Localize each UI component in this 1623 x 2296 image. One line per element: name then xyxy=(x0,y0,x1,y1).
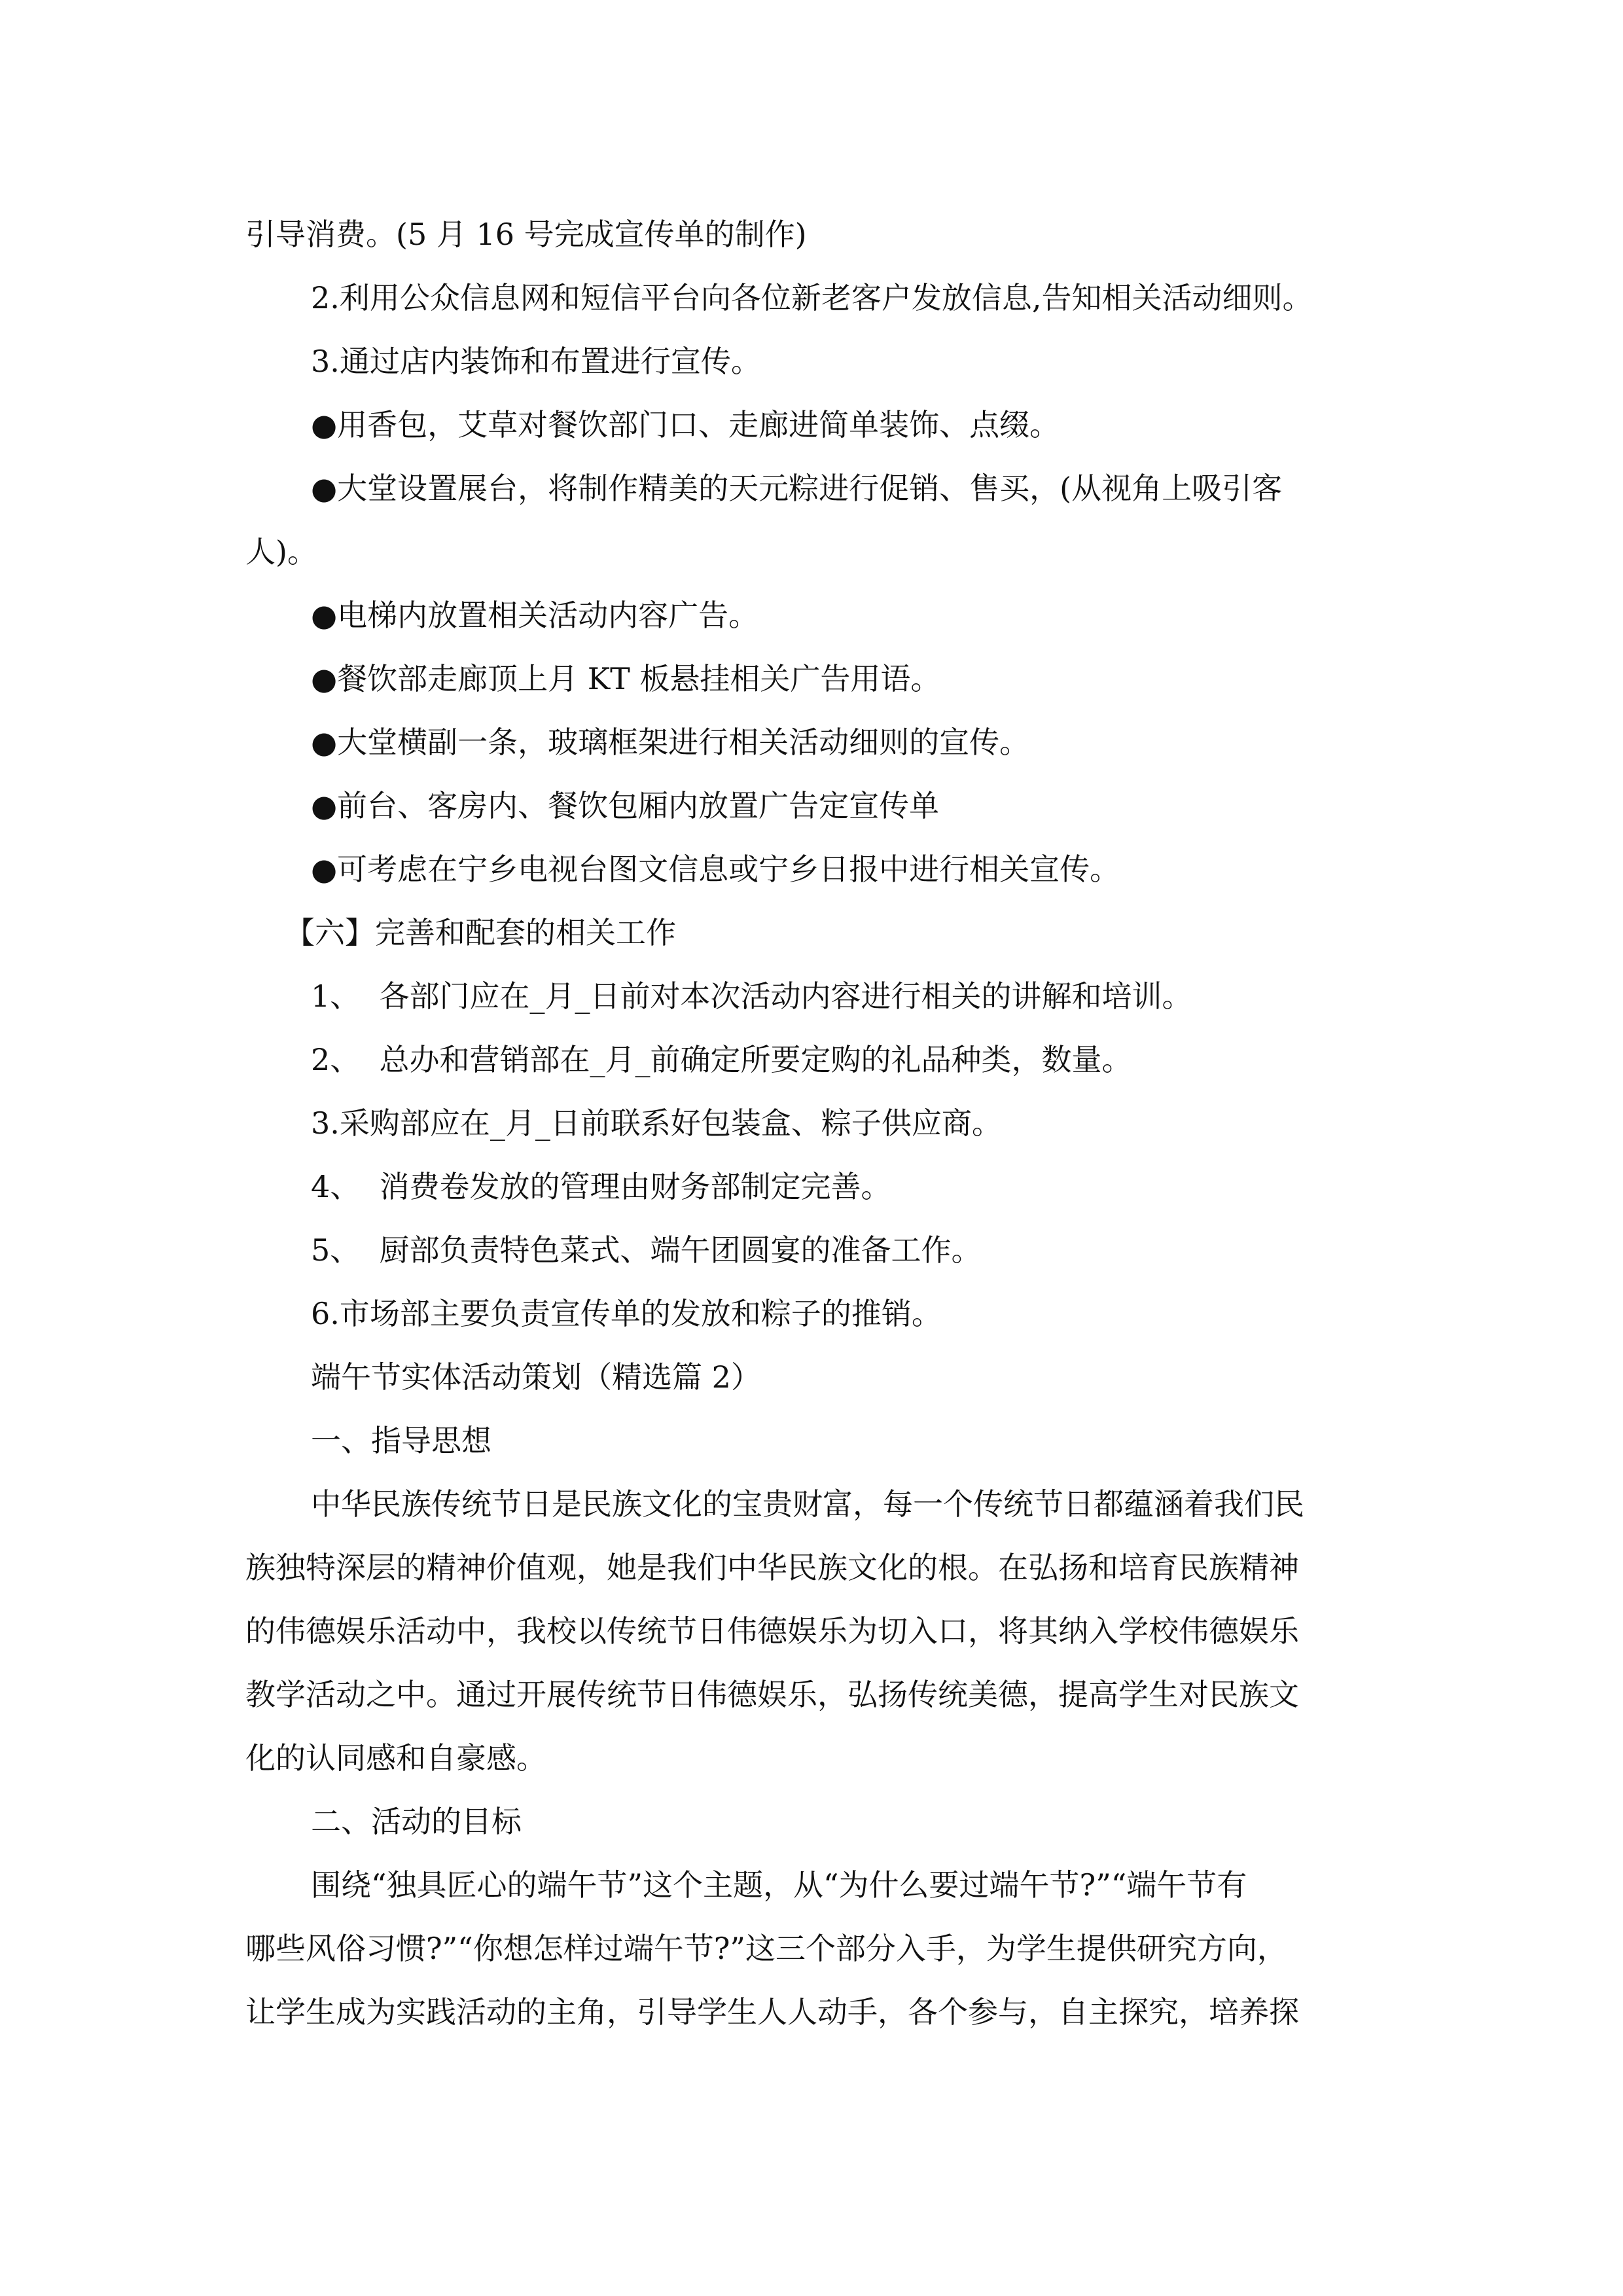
paragraph-line: 哪些风俗习惯?”“你想怎样过端午节?”这三个部分入手，为学生提供研究方向， xyxy=(245,1931,1287,1966)
numbered-item: 1、 各部门应在_月_日前对本次活动内容进行相关的讲解和培训。 xyxy=(311,978,1192,1014)
paragraph-line: 化的认同感和自豪感。 xyxy=(245,1740,546,1776)
bullet-item: ●大堂横副一条，玻璃框架进行相关活动细则的宣传。 xyxy=(311,725,1030,760)
paragraph-line: 中华民族传统节日是民族文化的宝贵财富，每一个传统节日都蕴涵着我们民 xyxy=(311,1486,1304,1522)
bullet-item: ●前台、客房内、餐饮包厢内放置广告定宣传单 xyxy=(311,788,940,823)
paragraph-line: 教学活动之中。通过开展传统节日伟德娱乐，弘扬传统美德，提高学生对民族文 xyxy=(245,1677,1299,1712)
numbered-item: 3.采购部应在_月_日前联系好包装盒、粽子供应商。 xyxy=(311,1105,1002,1141)
section-heading: 二、活动的目标 xyxy=(311,1804,522,1839)
bullet-item: ●用香包，艾草对餐饮部门口、走廊进简单装饰、点缀。 xyxy=(311,407,1060,442)
paragraph-line: 引导消费。(5 月 16 号完成宣传单的制作) xyxy=(245,217,807,252)
numbered-item: 6.市场部主要负责宣传单的发放和粽子的推销。 xyxy=(311,1296,942,1331)
paragraph-line: 人)。 xyxy=(245,534,317,569)
numbered-item: 4、 消费卷发放的管理由财务部制定完善。 xyxy=(311,1169,891,1204)
numbered-item: 5、 厨部负责特色菜式、端午团圆宴的准备工作。 xyxy=(311,1232,982,1268)
paragraph-line: 围绕“独具匠心的端午节”这个主题，从“为什么要过端午节?”“端午节有 xyxy=(311,1867,1247,1903)
bullet-item: ●餐饮部走廊顶上月 KT 板悬挂相关广告用语。 xyxy=(311,661,941,696)
paragraph-line: 2.利用公众信息网和短信平台向各位新老客户发放信息,告知相关活动细则。 xyxy=(311,280,1313,315)
paragraph-line: 3.通过店内装饰和布置进行宣传。 xyxy=(311,344,761,379)
section-heading: 【六】完善和配套的相关工作 xyxy=(285,915,676,950)
bullet-item: ●大堂设置展台，将制作精美的天元粽进行促销、售买，(从视角上吸引客 xyxy=(311,471,1283,506)
numbered-item: 2、 总办和营销部在_月_前确定所要定购的礼品种类，数量。 xyxy=(311,1042,1132,1077)
document-title: 端午节实体活动策划（精选篇 2） xyxy=(311,1359,761,1395)
section-heading: 一、指导思想 xyxy=(311,1423,491,1458)
bullet-item: ●电梯内放置相关活动内容广告。 xyxy=(311,598,759,633)
paragraph-line: 让学生成为实践活动的主角，引导学生人人动手，各个参与，自主探究，培养探 xyxy=(245,1994,1299,2030)
bullet-item: ●可考虑在宁乡电视台图文信息或宁乡日报中进行相关宣传。 xyxy=(311,852,1120,887)
paragraph-line: 的伟德娱乐活动中，我校以传统节日伟德娱乐为切入口，将其纳入学校伟德娱乐 xyxy=(245,1613,1299,1649)
paragraph-line: 族独特深层的精神价值观，她是我们中华民族文化的根。在弘扬和培育民族精神 xyxy=(245,1550,1299,1585)
document-body xyxy=(245,203,1384,2044)
